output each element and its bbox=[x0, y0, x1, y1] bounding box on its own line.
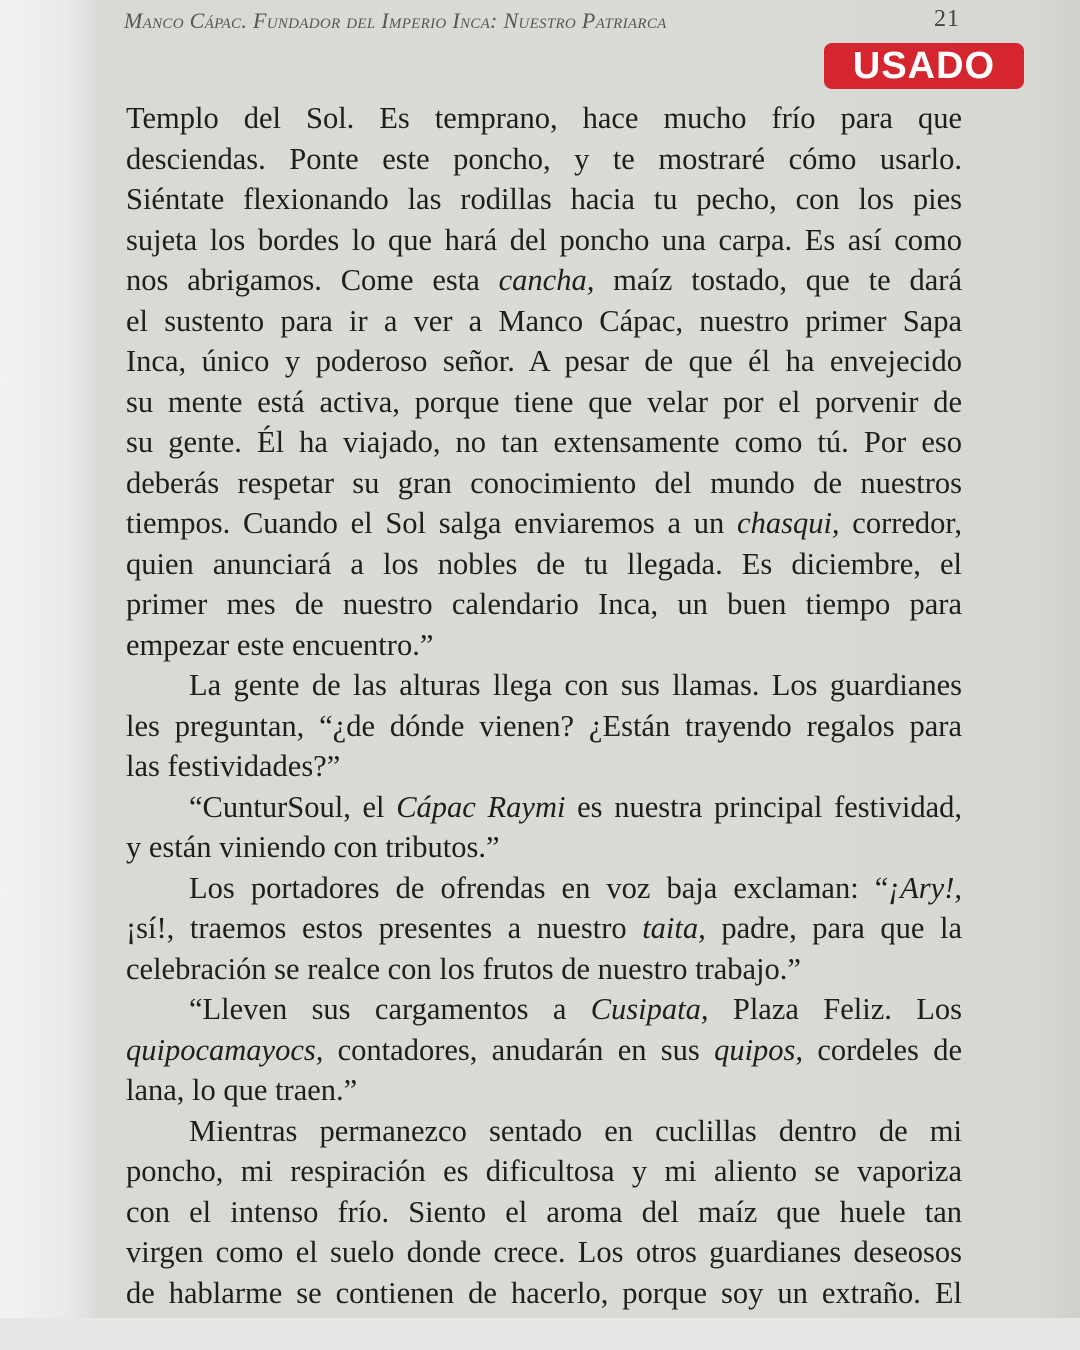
text-segment: quien anunciará a los nobles de tu llegada. Es diciembre, el bbox=[126, 546, 962, 581]
text-segment: Inca, único y poderoso señor. A pesar de que él ha envejecido bbox=[126, 344, 962, 378]
text-line bbox=[126, 341, 962, 382]
text-line bbox=[126, 625, 962, 666]
text-line bbox=[126, 706, 962, 747]
text-segment: Los portadores de ofrendas en voz baja exclaman: “ bbox=[189, 870, 889, 905]
text-line bbox=[126, 949, 962, 990]
italic-term: chasqui, bbox=[737, 506, 840, 540]
text-segment: nos abrigamos. Come esta bbox=[126, 263, 499, 297]
text-segment: tiempos. Cuando el Sol salga enviaremos a un bbox=[126, 506, 738, 540]
text-line bbox=[126, 463, 962, 504]
text-line bbox=[126, 260, 962, 301]
text-segment: ¡sí!, traemos estos presentes a nuestro bbox=[126, 911, 643, 945]
italic-term: ¡Ary!, bbox=[888, 870, 962, 905]
text-line bbox=[126, 787, 962, 828]
text-line bbox=[126, 1111, 962, 1152]
running-title: Manco Cápac. Fundador del Imperio Inca: Nuestro Patriarca bbox=[124, 8, 667, 33]
text-line bbox=[126, 98, 962, 139]
text-line bbox=[126, 827, 962, 868]
text-segment: padre, para que la bbox=[705, 911, 963, 945]
text-segment: Siéntate flexionando las rodillas hacia tu pecho, con los pies bbox=[126, 182, 962, 216]
text-segment: primer mes de nuestro calendario Inca, un buen tiempo para bbox=[126, 587, 962, 621]
text-line bbox=[126, 503, 962, 544]
text-segment: desciendas. Ponte este poncho, y te mostraré cómo usarlo. bbox=[126, 141, 962, 176]
text-segment: les preguntan, “¿de dónde vienen? ¿Están trayendo regalos para bbox=[126, 708, 962, 743]
italic-term: quipocamayocs, bbox=[126, 1032, 324, 1067]
text-segment: el sustento para ir a ver a Manco Cápac, nuestro primer Sapa bbox=[126, 303, 962, 338]
text-segment: deberás respetar su gran conocimiento del mundo de nuestros bbox=[126, 465, 962, 500]
text-line bbox=[126, 665, 962, 706]
text-line bbox=[126, 1070, 962, 1111]
text-segment: celebración se realce con los frutos de nuestro trabajo.” bbox=[126, 951, 801, 986]
text-segment: Templo del Sol. Es temprano, hace mucho frío para que bbox=[126, 101, 962, 135]
text-segment: corredor, bbox=[839, 506, 962, 540]
text-line bbox=[126, 1151, 962, 1192]
text-segment: de hablarme se contienen de hacerlo, porque soy un extraño. El bbox=[126, 1275, 962, 1310]
italic-term: taita, bbox=[642, 911, 706, 945]
text-line bbox=[126, 382, 962, 423]
body-text bbox=[126, 98, 962, 1313]
text-segment: “CunturSoul, el bbox=[189, 789, 397, 824]
text-line bbox=[126, 301, 962, 342]
italic-term: quipos, bbox=[714, 1032, 804, 1067]
text-segment: poncho, mi respiración es dificultosa y mi aliento se vaporiza bbox=[126, 1154, 962, 1188]
text-line bbox=[126, 1030, 962, 1071]
italic-term: Cápac Raymi bbox=[396, 789, 566, 824]
text-segment: Mientras permanezco sentado en cuclillas dentro de mi bbox=[189, 1113, 962, 1148]
text-line bbox=[126, 746, 962, 787]
text-line bbox=[126, 139, 962, 180]
text-line bbox=[126, 179, 962, 220]
text-line bbox=[126, 220, 962, 261]
text-segment: su gente. Él ha viajado, no tan extensamente como tú. Por eso bbox=[126, 425, 962, 459]
text-line bbox=[126, 544, 962, 585]
text-segment: La gente de las alturas llega con sus llamas. Los guardianes bbox=[189, 668, 962, 702]
text-segment: “Lleven sus cargamentos a bbox=[189, 992, 591, 1026]
text-line bbox=[126, 989, 962, 1030]
text-segment: y están viniendo con tributos.” bbox=[126, 830, 500, 864]
used-condition-badge: USADO bbox=[824, 43, 1024, 89]
text-line bbox=[126, 1273, 962, 1314]
page-right-edge bbox=[1040, 0, 1080, 1350]
text-segment: las festividades?” bbox=[126, 749, 341, 783]
page-number: 21 bbox=[934, 6, 960, 32]
page-bottom-edge bbox=[0, 1318, 1080, 1350]
text-line bbox=[126, 868, 962, 909]
text-segment: Plaza Feliz. Los bbox=[708, 992, 962, 1026]
text-segment: contadores, anudarán en sus bbox=[323, 1032, 715, 1067]
text-line bbox=[126, 1232, 962, 1273]
text-segment: es nuestra principal festividad, bbox=[565, 789, 962, 824]
text-segment: cordeles de bbox=[803, 1032, 962, 1067]
text-segment: empezar este encuentro.” bbox=[126, 627, 434, 662]
italic-term: cancha, bbox=[498, 263, 595, 297]
text-line bbox=[126, 584, 962, 625]
text-line bbox=[126, 1192, 962, 1233]
left-page-margin bbox=[0, 0, 95, 1350]
text-line bbox=[126, 908, 962, 949]
text-line bbox=[126, 422, 962, 463]
text-segment: virgen como el suelo donde crece. Los otros guardianes deseosos bbox=[126, 1235, 962, 1269]
text-segment: sujeta los bordes lo que hará del poncho una carpa. Es así como bbox=[126, 222, 962, 257]
italic-term: Cusipata, bbox=[590, 992, 709, 1026]
page-header bbox=[124, 8, 964, 38]
text-segment: maíz tostado, que te dará bbox=[594, 263, 962, 297]
text-segment: su mente está activa, porque tiene que velar por el porvenir de bbox=[126, 384, 962, 419]
text-segment: con el intenso frío. Siento el aroma del maíz que huele tan bbox=[126, 1194, 962, 1229]
text-segment: lana, lo que traen.” bbox=[126, 1073, 358, 1107]
